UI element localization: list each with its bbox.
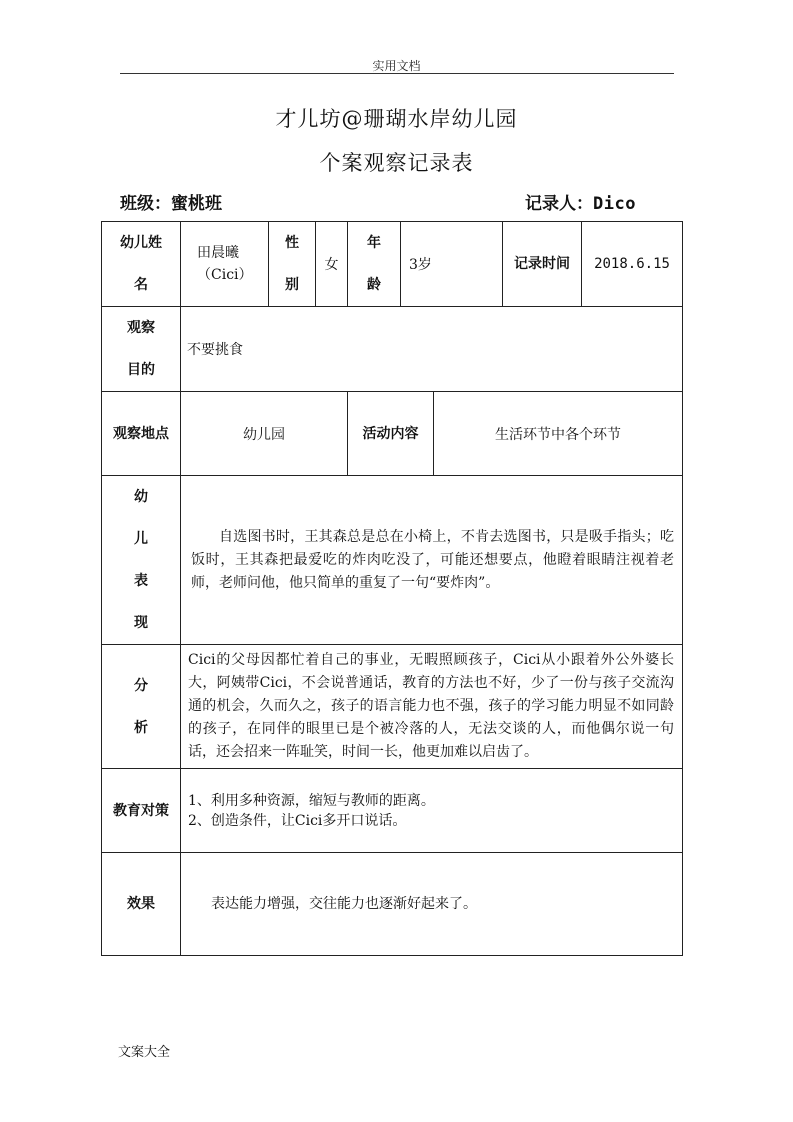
purpose-label: 观察目的 (102, 307, 181, 392)
record-time-value: 2018.6.15 (582, 222, 683, 307)
table-row-analysis (102, 645, 683, 769)
gender-label: 性别 (269, 222, 316, 307)
table-row-purpose (102, 307, 683, 392)
analysis-label: 分析 (102, 645, 181, 769)
table-row-location-activity (102, 392, 683, 476)
analysis-text: Cici的父母因都忙着自己的事业，无暇照顾孩子，Cici从小跟着外公外婆长大，阿姨带Cici，不会说普通话，教育的方法也不好，少了一份与孩子交流沟通的机会，久而久之，孩子的语言能力也不强，孩子的学习能力明显不如同龄的孩子，在同伴的眼里已是个被冷落的人，无法交谈的人，而他偶尔说一句话，还会招来一阵耻笑，时间一长，他更加难以启齿了。 (181, 645, 683, 769)
performance-text: 自选图书时，王其森总是总在小椅上，不肯去选图书，只是吸手指头；吃饭时，王其森把最爱吃的炸肉吃没了，可能还想要点，他瞪着眼睛注视着老师，老师问他，他只简单的重复了一句“要炸肉”。 (181, 476, 683, 645)
purpose-value: 不要挑食 (181, 307, 683, 392)
observation-record-table (101, 221, 683, 956)
activity-value: 生活环节中各个环节 (434, 392, 683, 476)
document-subtitle: 个案观察记录表 (319, 151, 474, 175)
recorder-info (525, 189, 636, 214)
table-row-effect (102, 853, 683, 956)
recorder-label: 记录人： (525, 194, 593, 214)
class-info: 班级：蜜桃班 (120, 194, 222, 214)
strategy-item-2: 2、创造条件，让Cici多开口说话。 (188, 812, 407, 829)
effect-text: 表达能力增强，交往能力也逐渐好起来了。 (181, 853, 683, 956)
location-value: 幼儿园 (181, 392, 348, 476)
header-divider (120, 73, 674, 74)
age-value: 3岁 (401, 222, 503, 307)
age-label: 年龄 (348, 222, 401, 307)
table-row-basic-info (102, 222, 683, 307)
location-label: 观察地点 (102, 392, 181, 476)
gender-value: 女 (316, 222, 348, 307)
strategy-item-1: 1、利用多种资源，缩短与教师的距离。 (188, 792, 435, 809)
child-name-value: 田晨曦（Cici） (181, 222, 269, 307)
strategy-list (181, 769, 683, 853)
page-footer: 文案大全 (118, 1045, 171, 1060)
performance-label: 幼儿表现 (102, 476, 181, 645)
record-time-label: 记录时间 (503, 222, 582, 307)
activity-label: 活动内容 (348, 392, 434, 476)
effect-label: 效果 (102, 853, 181, 956)
child-name-label: 幼儿姓名 (102, 222, 181, 307)
page-header: 实用文档 (372, 59, 421, 73)
table-row-performance (102, 476, 683, 645)
table-row-strategy (102, 769, 683, 853)
document-title: 才儿坊@珊瑚水岸幼儿园 (275, 107, 518, 131)
recorder-name: Dico (593, 194, 636, 214)
strategy-label: 教育对策 (102, 769, 181, 853)
